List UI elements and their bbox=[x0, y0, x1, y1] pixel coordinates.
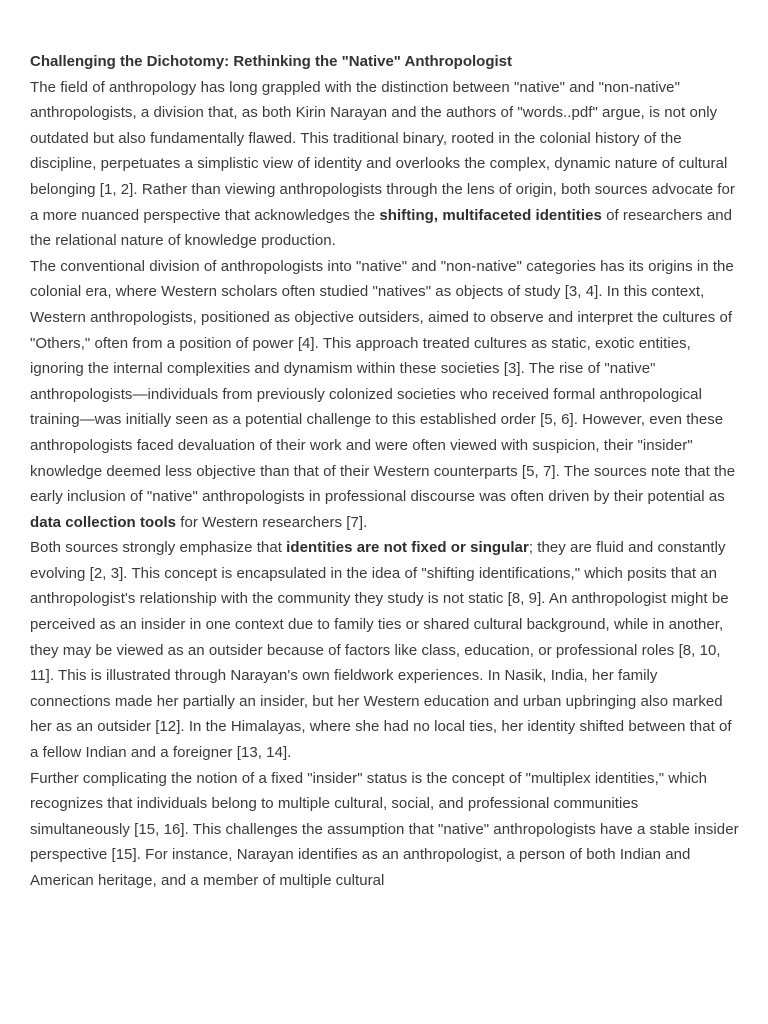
document-title: Challenging the Dichotomy: Rethinking the "Native" Anthropologist bbox=[30, 53, 512, 70]
emphasis-text: identities are not fixed or singular bbox=[286, 539, 529, 557]
paragraph-text: The field of anthropology has long grappled with the distinction between "native" and "non-native" anthropologists, a division that, as both Kirin Narayan and the authors of "words..pdf" argue, is not only outdated but also fundamentally flawed. This traditional binary, rooted in the colonial history of the discipline, perpetuates a simplistic view of identity and overlooks the complex, dynamic nature of cultural belonging [1, 2]. Rather than viewing anthropologists through the lens of origin, both sources advocate for a more nuanced perspective that acknowledges the bbox=[30, 78, 735, 224]
paragraph-intro bbox=[30, 75, 740, 254]
paragraph-shifting-identities bbox=[30, 535, 740, 765]
paragraph-text: The conventional division of anthropologists into "native" and "non-native" categories has its origins in the colonial era, where Western scholars often studied "natives" as objects of study [3, 4]. In this context, Western anthropologists, positioned as objective outsiders, aimed to observe and interpret the cultures of "Others," often from a position of power [4]. This approach treated cultures as static, exotic entities, ignoring the internal complexities and dynamism within these societies [3]. The rise of "native" anthropologists—individuals from previously colonized societies who received formal anthropological training—was initially seen as a potential challenge to this established order [5, 6]. However, even these anthropologists faced devaluation of their work and were often viewed with suspicion, their "insider" knowledge deemed less objective than that of their Western counterparts [5, 7]. The sources note that the early inclusion of "native" anthropologists in professional discourse was often driven by their potential as bbox=[30, 257, 736, 506]
emphasis-text: data collection tools bbox=[30, 513, 177, 531]
emphasis-text: shifting, multifaceted identities bbox=[379, 206, 602, 224]
paragraph-text: Both sources strongly emphasize that bbox=[30, 539, 287, 557]
paragraph-text: of researchers and the relational nature of knowledge production. bbox=[30, 206, 733, 250]
paragraph-text: ; they are fluid and constantly evolving [2, 3]. This concept is encapsulated in the idea of "shifting identifications," which posits that an anthropologist's relationship with the community they study is not static [8, 9]. An anthropologist might be perceived as an insider in one context due to family ties or shared cultural background, while in another, they may be viewed as an outsider because of factors like class, education, or professional roles [8, 10, 11]. This is illustrated through Narayan's own fieldwork experiences. In Nasik, India, her family connections made her partially an insider, but her Western education and urban upbringing also marked her as an outsider [12]. In the Himalayas, where she had no local ties, her identity shifted between that of a fellow Indian and a foreigner [13, 14]. bbox=[30, 539, 732, 762]
paragraph-colonial-origins bbox=[30, 254, 740, 536]
paragraph-text: Further complicating the notion of a fixed "insider" status is the concept of "multiplex identities," which recognizes that individuals belong to multiple cultural, social, and professional communities simultaneously [15, 16]. This challenges the assumption that "native" anthropologists have a stable insider perspective [15]. For instance, Narayan identifies as an anthropologist, a person of both Indian and American heritage, and a member of multiple cultural bbox=[30, 769, 739, 889]
paragraph-multiplex-identities bbox=[30, 766, 740, 894]
paragraph-text: for Western researchers [7]. bbox=[176, 513, 368, 531]
